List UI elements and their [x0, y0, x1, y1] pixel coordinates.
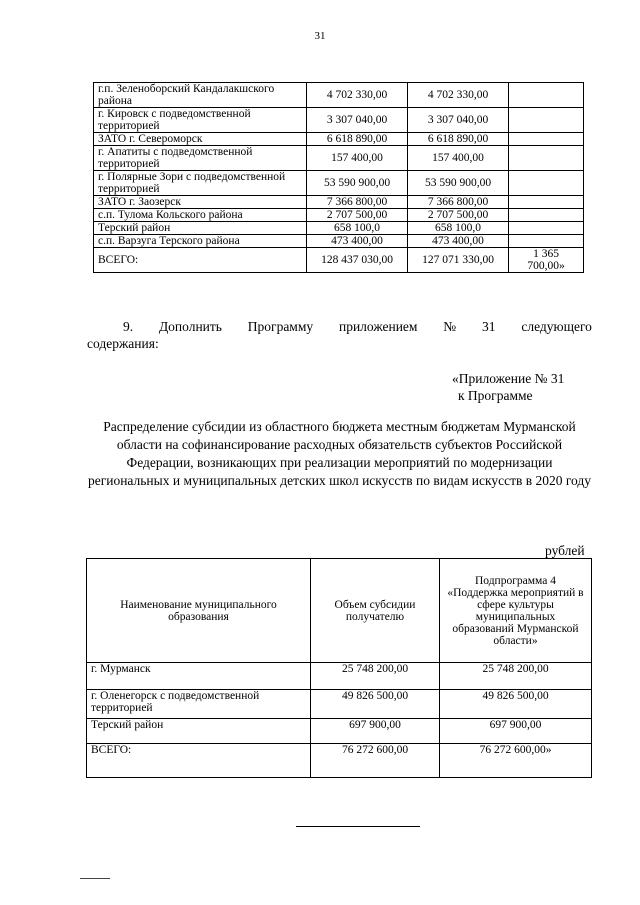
municipality-name: Терский район	[87, 719, 311, 744]
amount-cell: 2 707 500,00	[408, 209, 509, 222]
column-header: Подпрограмма 4 «Поддержка мероприятий в сфере культуры муниципальных образований Мурманской области»	[440, 559, 592, 663]
total-amount: 1 365 700,00»	[509, 248, 584, 273]
amount-cell: 473 400,00	[408, 235, 509, 248]
municipality-name: с.п. Варзуга Терского района	[94, 235, 307, 248]
amount-cell: 2 707 500,00	[307, 209, 408, 222]
subsidy-distribution-table	[86, 558, 592, 778]
table-row	[94, 209, 584, 222]
column-header: Объем субсидии получателю	[311, 559, 440, 663]
appendix-reference	[452, 370, 564, 404]
amendment-paragraph	[87, 318, 592, 352]
paragraph-word: приложением	[338, 319, 418, 334]
total-label: ВСЕГО:	[87, 744, 311, 778]
appendix-subtitle: к Программе	[458, 388, 533, 403]
appendix-title: «Приложение № 31	[452, 371, 565, 386]
paragraph-word: 31	[482, 319, 496, 334]
table-row	[94, 133, 584, 146]
municipality-name: г. Апатиты с подведомственной территорией	[94, 146, 307, 171]
municipality-name: г. Кировск с подведомственной территорией	[94, 108, 307, 133]
amount-cell	[509, 83, 584, 108]
amount-cell: 4 702 330,00	[408, 83, 509, 108]
amount-cell	[509, 235, 584, 248]
amount-cell	[509, 133, 584, 146]
amount-cell: 697 900,00	[311, 719, 440, 744]
municipality-name: с.п. Тулома Кольского района	[94, 209, 307, 222]
amount-cell: 157 400,00	[408, 146, 509, 171]
amount-cell: 53 590 900,00	[408, 171, 509, 196]
total-amount: 128 437 030,00	[307, 248, 408, 273]
paragraph-word: следующего	[521, 319, 592, 334]
table-row	[94, 146, 584, 171]
municipality-name: г. Полярные Зори с подведомственной территорией	[94, 171, 307, 196]
table-row	[87, 663, 592, 690]
amount-cell: 4 702 330,00	[307, 83, 408, 108]
total-amount: 76 272 600,00	[311, 744, 440, 778]
subsidy-table-continued	[93, 82, 584, 273]
municipality-name: г. Мурманск	[87, 663, 311, 690]
paragraph-word: Дополнить	[158, 319, 222, 334]
amount-cell: 53 590 900,00	[307, 171, 408, 196]
amount-cell	[509, 196, 584, 209]
page-number: 31	[314, 30, 326, 42]
paragraph-line	[87, 318, 592, 335]
amount-cell: 658 100,0	[408, 222, 509, 235]
amount-cell	[509, 146, 584, 171]
footer-mark	[80, 878, 110, 879]
amount-cell	[509, 222, 584, 235]
table-total-row	[94, 248, 584, 273]
table-row	[94, 235, 584, 248]
amount-cell: 6 618 890,00	[307, 133, 408, 146]
amount-cell: 7 366 800,00	[307, 196, 408, 209]
amount-cell: 3 307 040,00	[408, 108, 509, 133]
amount-cell: 25 748 200,00	[311, 663, 440, 690]
municipality-name: г. Оленегорск с подведомственной территорией	[87, 690, 311, 719]
municipality-name: Терский район	[94, 222, 307, 235]
amount-cell: 7 366 800,00	[408, 196, 509, 209]
table-row	[87, 690, 592, 719]
amount-cell: 697 900,00	[440, 719, 592, 744]
municipality-name: ЗАТО г. Североморск	[94, 133, 307, 146]
amount-cell	[509, 171, 584, 196]
amount-cell: 157 400,00	[307, 146, 408, 171]
paragraph-line: содержания:	[87, 336, 159, 351]
amount-cell: 658 100,0	[307, 222, 408, 235]
paragraph-number: 9.	[123, 319, 134, 334]
amount-cell: 473 400,00	[307, 235, 408, 248]
paragraph-word: №	[443, 319, 457, 334]
amount-cell	[509, 108, 584, 133]
total-amount: 76 272 600,00»	[440, 744, 592, 778]
table-header-row	[87, 559, 592, 663]
amount-cell: 25 748 200,00	[440, 663, 592, 690]
municipality-name: г.п. Зеленоборский Кандалакшского района	[94, 83, 307, 108]
amount-cell: 49 826 500,00	[440, 690, 592, 719]
municipality-name: ЗАТО г. Заозерск	[94, 196, 307, 209]
table-row	[94, 171, 584, 196]
table-total-row	[87, 744, 592, 778]
column-header: Наименование муниципального образования	[87, 559, 311, 663]
table-row	[94, 108, 584, 133]
amount-cell: 6 618 890,00	[408, 133, 509, 146]
document-heading: Распределение субсидии из областного бюджета местным бюджетам Мурманской области на софинансирование расходных обязательств субъектов Российской Федерации, возникающих при реализации мероприятий по модернизации региональных и муниципальных детских школ искусств по видам искусств в 2020 году	[87, 419, 592, 488]
total-label: ВСЕГО:	[94, 248, 307, 273]
amount-cell: 49 826 500,00	[311, 690, 440, 719]
paragraph-word: Программу	[247, 319, 314, 334]
currency-units: рублей	[545, 543, 585, 558]
table-row	[94, 83, 584, 108]
table-row	[94, 196, 584, 209]
total-amount: 127 071 330,00	[408, 248, 509, 273]
amount-cell: 3 307 040,00	[307, 108, 408, 133]
section-divider	[296, 826, 420, 827]
amount-cell	[509, 209, 584, 222]
table-row	[87, 719, 592, 744]
table-row	[94, 222, 584, 235]
